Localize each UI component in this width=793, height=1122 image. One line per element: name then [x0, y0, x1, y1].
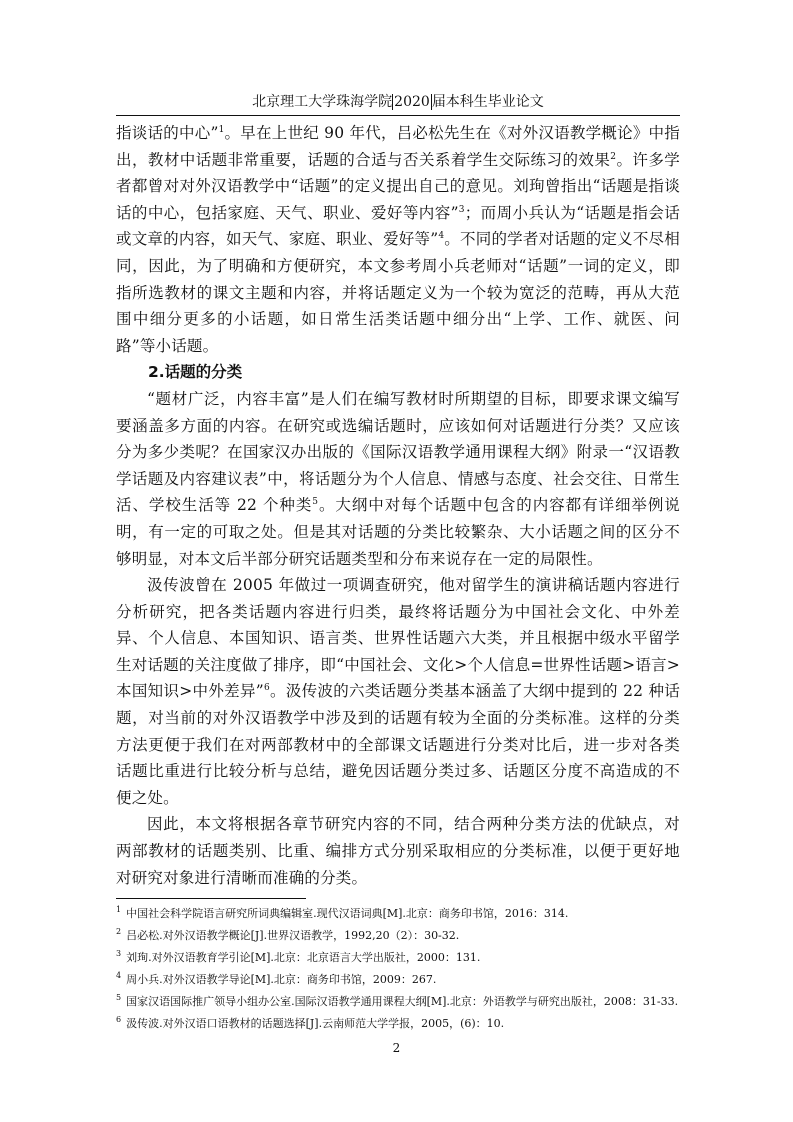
- p1-text-5: 。不同的学者对话题的定义不尽相同，因此，为了明确和方便研究，本文参考周小兵老师对“话题”一词的定义，即指所选教材的课文主题和内容，并将话题定义为一个较为宽泛的范畴，再从大范围中细分更多的小话题，如日常生活类话题中细分出“上学、工作、就医、问路”等小话题。: [116, 230, 680, 355]
- footnote-number: 6: [116, 1015, 122, 1025]
- footnote-ref-2[interactable]: 2: [610, 151, 617, 162]
- footnote: [116, 925, 716, 947]
- header-thesis-label: 届本科生毕业论文: [431, 94, 544, 110]
- paragraph-2: [116, 386, 680, 572]
- paragraph-4: 因此，本文将根据各章节研究内容的不同，结合两种分类方法的优缺点，对两部教材的话题类别、比重、编排方式分别采取相应的分类标准，以便于更好地对研究对象进行清晰而准确的分类。: [116, 815, 680, 887]
- p2-text-2: 。大纲中对每个话题中包含的内容都有详细举例说明，有一定的可取之处。但是其对话题的分类比较繁杂、大小话题之间的区分不够明显，对本文后半部分研究话题类型和分布来说存在一定的局限性。: [116, 496, 680, 568]
- footnote-number: 1: [116, 905, 122, 915]
- p3-text-1: 汲传波曾在 2005 年做过一项调查研究，他对留学生的演讲稿话题内容进行分析研究，把各类话题内容进行归类，最终将话题分为中国社会文化、中外差异、个人信息、本国知识、语言类、世界性话题六大类，并且根据中级水平留学生对话题的关注度做了排序，即“中国社会、文化>个人信息=世界性话题>语言>本国知识>中外差异”: [116, 576, 680, 701]
- p1-text-3: 。许多学者都曾对对外汉语教学中“话题”的定义提出自己的意见。刘珣曾指出“话题是指谈话的中心，包括家庭、天气、职业、爱好等内容”: [116, 150, 680, 222]
- page-header: [116, 92, 680, 112]
- paragraph-3: [116, 572, 680, 811]
- footnote-rule: [116, 898, 306, 899]
- footnote-number: 2: [116, 927, 122, 937]
- header-rule: [116, 115, 680, 116]
- footnote-number: 5: [116, 993, 122, 1003]
- footnote: [116, 947, 716, 969]
- footnote-text: 刘珣.对外汉语教育学引论[M].北京：北京语言大学出版社，2000：131.: [126, 951, 481, 964]
- paragraph-1: [116, 120, 680, 359]
- footnote-text: 中国社会科学院语言研究所词典编辑室.现代汉语词典[M].北京：商务印书馆，2016：314.: [126, 907, 569, 920]
- footnote-ref-5[interactable]: 5: [312, 497, 319, 508]
- page-number: 2: [392, 1041, 401, 1055]
- footnote-text: 周小兵.对外汉语教学导论[M].北京：商务印书馆，2009：267.: [126, 973, 437, 986]
- footnote-number: 3: [116, 949, 122, 959]
- footnote-ref-1[interactable]: 1: [218, 124, 225, 135]
- header-year: 2020: [394, 94, 430, 110]
- footnote-number: 4: [116, 971, 122, 981]
- footnote-ref-6[interactable]: 6: [263, 683, 270, 694]
- footnote-text: 国家汉语国际推广领导小组办公室.国际汉语教学通用课程大纲[M].北京：外语教学与研究出版社，2008：31-33.: [126, 995, 679, 1008]
- footnote: [116, 969, 716, 991]
- footnote-ref-4[interactable]: 4: [438, 231, 445, 242]
- footnotes: [116, 903, 716, 1035]
- header-school: 北京理工大学珠海学院: [252, 94, 393, 110]
- footnote: [116, 1013, 716, 1035]
- footnote: [116, 991, 716, 1013]
- p2-text-1: “题材广泛，内容丰富”是人们在编写教材时所期望的目标，即要求课文编写要涵盖多方面的内容。在研究或选编话题时，应该如何对话题进行分类？又应该分为多少类呢？在国家汉办出版的《国际汉语教学通用课程大纲》附录一“汉语教学话题及内容建议表”中，将话题分为个人信息、情感与态度、社会交往、日常生活、学校生活等 22 个种类: [116, 389, 680, 515]
- footnote-text: 吕必松.对外汉语教学概论[J].世界汉语教学，1992,20（2）：30-32.: [126, 929, 460, 942]
- section-heading: 2.话题的分类: [148, 363, 243, 382]
- footnote: [116, 903, 716, 925]
- p1-text-2: 。早在上世纪 90 年代，吕必松先生在《对外汉语教学概论》中指出，教材中话题非常重要，话题的合适与否关系着学生交际练习的效果: [116, 124, 680, 169]
- p1-text-4: ；而周小兵认为“话题是指会话或文章的内容，如天气、家庭、职业、爱好等”: [116, 203, 681, 249]
- p3-text-2: 。汲传波的六类话题分类基本涵盖了大纲中提到的 22 种话题，对当前的对外汉语教学中涉及到的话题有较为全面的分类标准。这样的分类方法更便于我们在对两部教材中的全部课文话题进行分类对比后，进一步对各类话题比重进行比较分析与总结，避免因话题分类过多、话题区分度不高造成的不便之处。: [116, 682, 680, 807]
- p1-text-1: 指谈话的中心”: [116, 124, 219, 142]
- footnote-text: 汲传波.对外汉语口语教材的话题选择[J].云南师范大学学报，2005，(6)：10.: [126, 1017, 505, 1030]
- main-text: [116, 120, 680, 891]
- footnote-ref-3[interactable]: 3: [458, 204, 465, 215]
